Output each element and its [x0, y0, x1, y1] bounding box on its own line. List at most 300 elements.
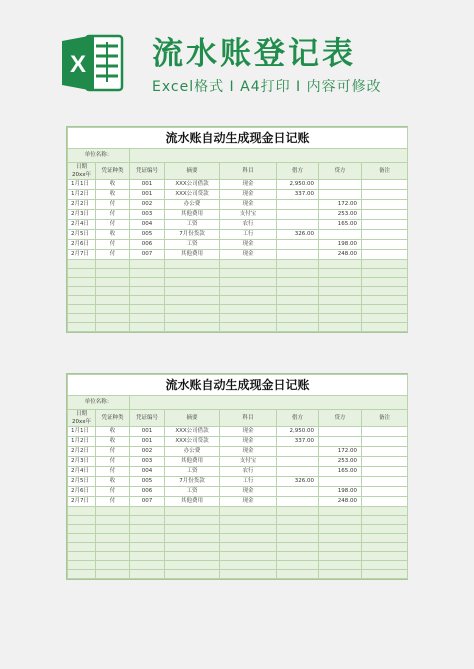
- debit-cell[interactable]: 2,950.00: [277, 180, 319, 190]
- column-header: 凭证种类: [96, 163, 130, 180]
- column-header: 凭证种类: [96, 410, 130, 427]
- empty-cell[interactable]: [362, 534, 408, 543]
- unit-name-field[interactable]: [130, 396, 408, 410]
- column-header: 科目: [220, 163, 277, 180]
- date-header: 日期 20xx年: [68, 410, 96, 427]
- empty-row: [68, 507, 408, 516]
- empty-cell[interactable]: [220, 287, 277, 296]
- empty-cell[interactable]: [277, 552, 319, 561]
- empty-cell[interactable]: [165, 314, 220, 323]
- empty-cell[interactable]: [319, 552, 362, 561]
- debit-cell[interactable]: 337.00: [277, 437, 319, 447]
- credit-cell[interactable]: 198.00: [319, 487, 362, 497]
- table-row: [68, 467, 408, 477]
- remark-cell[interactable]: [362, 210, 408, 220]
- voucher-no-cell[interactable]: 005: [130, 477, 165, 487]
- credit-cell[interactable]: [319, 477, 362, 487]
- account-cell[interactable]: 农行: [220, 220, 277, 230]
- remark-cell[interactable]: [362, 230, 408, 240]
- date-cell[interactable]: 2月6日: [68, 240, 96, 250]
- empty-cell[interactable]: [165, 269, 220, 278]
- empty-cell[interactable]: [319, 314, 362, 323]
- credit-cell[interactable]: 253.00: [319, 457, 362, 467]
- empty-cell[interactable]: [130, 323, 165, 332]
- date-cell[interactable]: 2月3日: [68, 457, 96, 467]
- date-cell[interactable]: 2月2日: [68, 200, 96, 210]
- empty-cell[interactable]: [68, 296, 96, 305]
- empty-cell[interactable]: [68, 552, 96, 561]
- empty-cell[interactable]: [165, 561, 220, 570]
- empty-cell[interactable]: [96, 507, 130, 516]
- empty-cell[interactable]: [68, 534, 96, 543]
- empty-cell[interactable]: [277, 516, 319, 525]
- voucher-no-cell[interactable]: 002: [130, 447, 165, 457]
- empty-cell[interactable]: [220, 305, 277, 314]
- date-cell[interactable]: 2月4日: [68, 467, 96, 477]
- empty-row: [68, 516, 408, 525]
- voucher-type-cell[interactable]: 收: [96, 427, 130, 437]
- empty-cell[interactable]: [165, 296, 220, 305]
- summary-cell[interactable]: 办公费: [165, 447, 220, 457]
- empty-cell[interactable]: [220, 507, 277, 516]
- page-title: 流水账登记表: [152, 36, 356, 72]
- empty-cell[interactable]: [362, 269, 408, 278]
- voucher-no-cell[interactable]: 001: [130, 180, 165, 190]
- table-row: [68, 200, 408, 210]
- empty-cell[interactable]: [165, 287, 220, 296]
- empty-cell[interactable]: [319, 561, 362, 570]
- empty-cell[interactable]: [319, 260, 362, 269]
- column-header: 凭证编号: [130, 410, 165, 427]
- remark-cell[interactable]: [362, 180, 408, 190]
- account-cell[interactable]: 现金: [220, 180, 277, 190]
- debit-cell[interactable]: 326.00: [277, 477, 319, 487]
- voucher-no-cell[interactable]: 007: [130, 250, 165, 260]
- account-cell[interactable]: 工行: [220, 230, 277, 240]
- empty-cell[interactable]: [68, 323, 96, 332]
- remark-cell[interactable]: [362, 190, 408, 200]
- empty-cell[interactable]: [68, 278, 96, 287]
- empty-row: [68, 269, 408, 278]
- empty-cell[interactable]: [68, 507, 96, 516]
- remark-cell[interactable]: [362, 477, 408, 487]
- sheet-title: 流水账自动生成现金日记账: [68, 375, 408, 396]
- summary-cell[interactable]: XXX公司借款: [165, 180, 220, 190]
- empty-cell[interactable]: [220, 570, 277, 579]
- debit-cell[interactable]: [277, 210, 319, 220]
- voucher-type-cell[interactable]: 付: [96, 467, 130, 477]
- empty-cell[interactable]: [96, 525, 130, 534]
- empty-cell[interactable]: [362, 323, 408, 332]
- voucher-type-cell[interactable]: 收: [96, 437, 130, 447]
- summary-cell[interactable]: 其他费用: [165, 210, 220, 220]
- column-header: 科目: [220, 410, 277, 427]
- empty-cell[interactable]: [165, 543, 220, 552]
- debit-cell[interactable]: [277, 447, 319, 457]
- empty-cell[interactable]: [165, 534, 220, 543]
- date-cell[interactable]: 2月2日: [68, 447, 96, 457]
- debit-cell[interactable]: [277, 250, 319, 260]
- summary-cell[interactable]: 办公费: [165, 200, 220, 210]
- empty-row: [68, 287, 408, 296]
- empty-cell[interactable]: [130, 516, 165, 525]
- debit-cell[interactable]: [277, 487, 319, 497]
- summary-cell[interactable]: 其他费用: [165, 250, 220, 260]
- debit-cell[interactable]: [277, 220, 319, 230]
- summary-cell[interactable]: 7月份货款: [165, 477, 220, 487]
- empty-cell[interactable]: [362, 278, 408, 287]
- empty-cell[interactable]: [277, 543, 319, 552]
- empty-cell[interactable]: [165, 305, 220, 314]
- remark-cell[interactable]: [362, 497, 408, 507]
- empty-cell[interactable]: [220, 314, 277, 323]
- empty-cell[interactable]: [277, 278, 319, 287]
- remark-cell[interactable]: [362, 200, 408, 210]
- credit-cell[interactable]: [319, 427, 362, 437]
- debit-cell[interactable]: 2,950.00: [277, 427, 319, 437]
- empty-row: [68, 534, 408, 543]
- voucher-type-cell[interactable]: 收: [96, 230, 130, 240]
- empty-cell[interactable]: [362, 287, 408, 296]
- date-cell[interactable]: 2月4日: [68, 220, 96, 230]
- summary-cell[interactable]: 工资: [165, 467, 220, 477]
- empty-cell[interactable]: [362, 507, 408, 516]
- date-cell[interactable]: 2月7日: [68, 250, 96, 260]
- excel-logo-icon: [62, 34, 124, 92]
- debit-cell[interactable]: [277, 457, 319, 467]
- empty-cell[interactable]: [319, 570, 362, 579]
- empty-cell[interactable]: [165, 323, 220, 332]
- empty-cell[interactable]: [277, 323, 319, 332]
- credit-cell[interactable]: 165.00: [319, 220, 362, 230]
- empty-cell[interactable]: [277, 305, 319, 314]
- table-row: [68, 447, 408, 457]
- empty-cell[interactable]: [319, 516, 362, 525]
- remark-cell[interactable]: [362, 457, 408, 467]
- empty-cell[interactable]: [68, 260, 96, 269]
- empty-cell[interactable]: [362, 543, 408, 552]
- voucher-no-cell[interactable]: 003: [130, 457, 165, 467]
- empty-cell[interactable]: [277, 314, 319, 323]
- voucher-type-cell[interactable]: 收: [96, 190, 130, 200]
- empty-cell[interactable]: [277, 507, 319, 516]
- empty-cell[interactable]: [130, 305, 165, 314]
- empty-cell[interactable]: [362, 305, 408, 314]
- empty-cell[interactable]: [96, 287, 130, 296]
- empty-cell[interactable]: [277, 296, 319, 305]
- remark-cell[interactable]: [362, 220, 408, 230]
- empty-cell[interactable]: [362, 561, 408, 570]
- remark-cell[interactable]: [362, 240, 408, 250]
- empty-cell[interactable]: [362, 525, 408, 534]
- empty-cell[interactable]: [319, 543, 362, 552]
- table-row: [68, 437, 408, 447]
- credit-cell[interactable]: 172.00: [319, 200, 362, 210]
- empty-cell[interactable]: [319, 525, 362, 534]
- empty-cell[interactable]: [130, 287, 165, 296]
- empty-cell[interactable]: [68, 561, 96, 570]
- empty-cell[interactable]: [319, 278, 362, 287]
- voucher-no-cell[interactable]: 003: [130, 210, 165, 220]
- account-cell[interactable]: 支付宝: [220, 210, 277, 220]
- credit-cell[interactable]: [319, 437, 362, 447]
- empty-cell[interactable]: [220, 552, 277, 561]
- empty-cell[interactable]: [220, 561, 277, 570]
- credit-cell[interactable]: 248.00: [319, 497, 362, 507]
- empty-cell[interactable]: [165, 525, 220, 534]
- empty-cell[interactable]: [362, 516, 408, 525]
- table-row: [68, 497, 408, 507]
- account-cell[interactable]: 现金: [220, 250, 277, 260]
- empty-cell[interactable]: [96, 534, 130, 543]
- sheet-title: 流水账自动生成现金日记账: [68, 128, 408, 149]
- summary-cell[interactable]: 其他费用: [165, 497, 220, 507]
- empty-cell[interactable]: [130, 534, 165, 543]
- empty-cell[interactable]: [68, 314, 96, 323]
- remark-cell[interactable]: [362, 427, 408, 437]
- empty-cell[interactable]: [96, 323, 130, 332]
- empty-cell[interactable]: [130, 570, 165, 579]
- voucher-type-cell[interactable]: 付: [96, 220, 130, 230]
- empty-cell[interactable]: [130, 561, 165, 570]
- empty-cell[interactable]: [319, 287, 362, 296]
- voucher-no-cell[interactable]: 006: [130, 487, 165, 497]
- empty-cell[interactable]: [96, 260, 130, 269]
- empty-cell[interactable]: [96, 314, 130, 323]
- empty-cell[interactable]: [319, 507, 362, 516]
- empty-cell[interactable]: [165, 278, 220, 287]
- empty-cell[interactable]: [319, 269, 362, 278]
- empty-cell[interactable]: [220, 296, 277, 305]
- empty-cell[interactable]: [96, 296, 130, 305]
- voucher-type-cell[interactable]: 付: [96, 200, 130, 210]
- debit-cell[interactable]: 326.00: [277, 230, 319, 240]
- credit-cell[interactable]: 172.00: [319, 447, 362, 457]
- remark-cell[interactable]: [362, 447, 408, 457]
- account-cell[interactable]: 现金: [220, 497, 277, 507]
- remark-cell[interactable]: [362, 250, 408, 260]
- empty-cell[interactable]: [220, 516, 277, 525]
- summary-cell[interactable]: 工资: [165, 487, 220, 497]
- empty-cell[interactable]: [362, 296, 408, 305]
- empty-cell[interactable]: [277, 525, 319, 534]
- empty-cell[interactable]: [130, 552, 165, 561]
- empty-cell[interactable]: [277, 269, 319, 278]
- date-cell[interactable]: 2月5日: [68, 230, 96, 240]
- table-row: [68, 427, 408, 437]
- remark-cell[interactable]: [362, 437, 408, 447]
- empty-cell[interactable]: [165, 260, 220, 269]
- empty-cell[interactable]: [277, 260, 319, 269]
- empty-cell[interactable]: [319, 534, 362, 543]
- credit-cell[interactable]: 198.00: [319, 240, 362, 250]
- credit-cell[interactable]: [319, 180, 362, 190]
- empty-cell[interactable]: [130, 278, 165, 287]
- empty-cell[interactable]: [362, 260, 408, 269]
- empty-cell[interactable]: [319, 296, 362, 305]
- credit-cell[interactable]: 165.00: [319, 467, 362, 477]
- empty-cell[interactable]: [220, 269, 277, 278]
- summary-cell[interactable]: 工资: [165, 220, 220, 230]
- empty-cell[interactable]: [130, 525, 165, 534]
- empty-cell[interactable]: [68, 269, 96, 278]
- empty-cell[interactable]: [277, 534, 319, 543]
- voucher-no-cell[interactable]: 001: [130, 427, 165, 437]
- empty-row: [68, 314, 408, 323]
- credit-cell[interactable]: 253.00: [319, 210, 362, 220]
- empty-cell[interactable]: [362, 314, 408, 323]
- voucher-type-cell[interactable]: 付: [96, 447, 130, 457]
- account-cell[interactable]: 现金: [220, 240, 277, 250]
- empty-row: [68, 260, 408, 269]
- unit-name-field[interactable]: [130, 149, 408, 163]
- empty-cell[interactable]: [96, 561, 130, 570]
- voucher-type-cell[interactable]: 付: [96, 250, 130, 260]
- debit-cell[interactable]: 337.00: [277, 190, 319, 200]
- summary-cell[interactable]: XXX公司贷款: [165, 190, 220, 200]
- empty-row: [68, 305, 408, 314]
- account-cell[interactable]: 支付宝: [220, 457, 277, 467]
- account-cell[interactable]: 现金: [220, 437, 277, 447]
- debit-cell[interactable]: [277, 240, 319, 250]
- empty-cell[interactable]: [220, 525, 277, 534]
- table-row: [68, 190, 408, 200]
- empty-cell[interactable]: [130, 260, 165, 269]
- summary-cell[interactable]: 7月份货款: [165, 230, 220, 240]
- empty-row: [68, 561, 408, 570]
- debit-cell[interactable]: [277, 467, 319, 477]
- date-cell[interactable]: 1月2日: [68, 437, 96, 447]
- date-cell[interactable]: 2月5日: [68, 477, 96, 487]
- voucher-no-cell[interactable]: 002: [130, 200, 165, 210]
- credit-cell[interactable]: [319, 230, 362, 240]
- empty-cell[interactable]: [68, 543, 96, 552]
- empty-cell[interactable]: [362, 552, 408, 561]
- date-cell[interactable]: 2月3日: [68, 210, 96, 220]
- empty-cell[interactable]: [277, 570, 319, 579]
- empty-cell[interactable]: [277, 561, 319, 570]
- voucher-no-cell[interactable]: 005: [130, 230, 165, 240]
- debit-cell[interactable]: [277, 497, 319, 507]
- account-cell[interactable]: 现金: [220, 487, 277, 497]
- empty-cell[interactable]: [130, 269, 165, 278]
- empty-cell[interactable]: [165, 516, 220, 525]
- empty-cell[interactable]: [130, 314, 165, 323]
- empty-cell[interactable]: [362, 570, 408, 579]
- date-cell[interactable]: 2月7日: [68, 497, 96, 507]
- voucher-type-cell[interactable]: 收: [96, 180, 130, 190]
- account-cell[interactable]: 现金: [220, 190, 277, 200]
- date-cell[interactable]: 2月6日: [68, 487, 96, 497]
- empty-cell[interactable]: [96, 305, 130, 314]
- voucher-no-cell[interactable]: 004: [130, 220, 165, 230]
- table-row: [68, 250, 408, 260]
- empty-cell[interactable]: [165, 507, 220, 516]
- table-row: [68, 230, 408, 240]
- empty-cell[interactable]: [277, 287, 319, 296]
- voucher-type-cell[interactable]: 付: [96, 240, 130, 250]
- svg-text:X: X: [69, 51, 87, 78]
- empty-cell[interactable]: [96, 278, 130, 287]
- voucher-type-cell[interactable]: 付: [96, 210, 130, 220]
- empty-row: [68, 278, 408, 287]
- summary-cell[interactable]: XXX公司借款: [165, 427, 220, 437]
- column-header: 借方: [277, 163, 319, 180]
- date-cell[interactable]: 1月1日: [68, 180, 96, 190]
- remark-cell[interactable]: [362, 487, 408, 497]
- empty-cell[interactable]: [220, 543, 277, 552]
- voucher-no-cell[interactable]: 004: [130, 467, 165, 477]
- voucher-type-cell[interactable]: 付: [96, 487, 130, 497]
- summary-cell[interactable]: 其他费用: [165, 457, 220, 467]
- voucher-no-cell[interactable]: 001: [130, 190, 165, 200]
- account-cell[interactable]: 工行: [220, 477, 277, 487]
- credit-cell[interactable]: 248.00: [319, 250, 362, 260]
- credit-cell[interactable]: [319, 190, 362, 200]
- voucher-no-cell[interactable]: 006: [130, 240, 165, 250]
- empty-cell[interactable]: [68, 570, 96, 579]
- empty-cell[interactable]: [96, 269, 130, 278]
- table-row: [68, 240, 408, 250]
- summary-cell[interactable]: 工资: [165, 240, 220, 250]
- empty-row: [68, 570, 408, 579]
- empty-cell[interactable]: [220, 260, 277, 269]
- empty-cell[interactable]: [130, 507, 165, 516]
- empty-cell[interactable]: [220, 323, 277, 332]
- account-cell[interactable]: 农行: [220, 467, 277, 477]
- empty-cell[interactable]: [96, 570, 130, 579]
- account-cell[interactable]: 现金: [220, 200, 277, 210]
- summary-cell[interactable]: XXX公司贷款: [165, 437, 220, 447]
- table-row: [68, 210, 408, 220]
- empty-row: [68, 296, 408, 305]
- voucher-type-cell[interactable]: 收: [96, 477, 130, 487]
- empty-cell[interactable]: [319, 305, 362, 314]
- ledger-sheet-2: [66, 373, 408, 580]
- date-cell[interactable]: 1月1日: [68, 427, 96, 437]
- empty-cell[interactable]: [130, 543, 165, 552]
- empty-cell[interactable]: [68, 287, 96, 296]
- column-header: 摘要: [165, 410, 220, 427]
- ledger-table: [67, 127, 408, 332]
- voucher-type-cell[interactable]: 付: [96, 497, 130, 507]
- voucher-no-cell[interactable]: 001: [130, 437, 165, 447]
- empty-cell[interactable]: [68, 516, 96, 525]
- empty-cell[interactable]: [96, 552, 130, 561]
- empty-cell[interactable]: [165, 552, 220, 561]
- account-cell[interactable]: 现金: [220, 447, 277, 457]
- empty-cell[interactable]: [96, 543, 130, 552]
- remark-cell[interactable]: [362, 467, 408, 477]
- empty-cell[interactable]: [68, 305, 96, 314]
- empty-cell[interactable]: [220, 534, 277, 543]
- empty-cell[interactable]: [96, 516, 130, 525]
- empty-cell[interactable]: [319, 323, 362, 332]
- empty-cell[interactable]: [68, 525, 96, 534]
- voucher-no-cell[interactable]: 007: [130, 497, 165, 507]
- table-row: [68, 457, 408, 467]
- empty-cell[interactable]: [220, 278, 277, 287]
- debit-cell[interactable]: [277, 200, 319, 210]
- date-cell[interactable]: 1月2日: [68, 190, 96, 200]
- empty-cell[interactable]: [130, 296, 165, 305]
- unit-name-label: 单位名称：: [68, 396, 130, 410]
- page-subtitle: Excel格式 Ⅰ A4打印 Ⅰ 内容可修改: [152, 79, 382, 95]
- empty-cell[interactable]: [165, 570, 220, 579]
- voucher-type-cell[interactable]: 付: [96, 457, 130, 467]
- column-header: 备注: [362, 410, 408, 427]
- account-cell[interactable]: 现金: [220, 427, 277, 437]
